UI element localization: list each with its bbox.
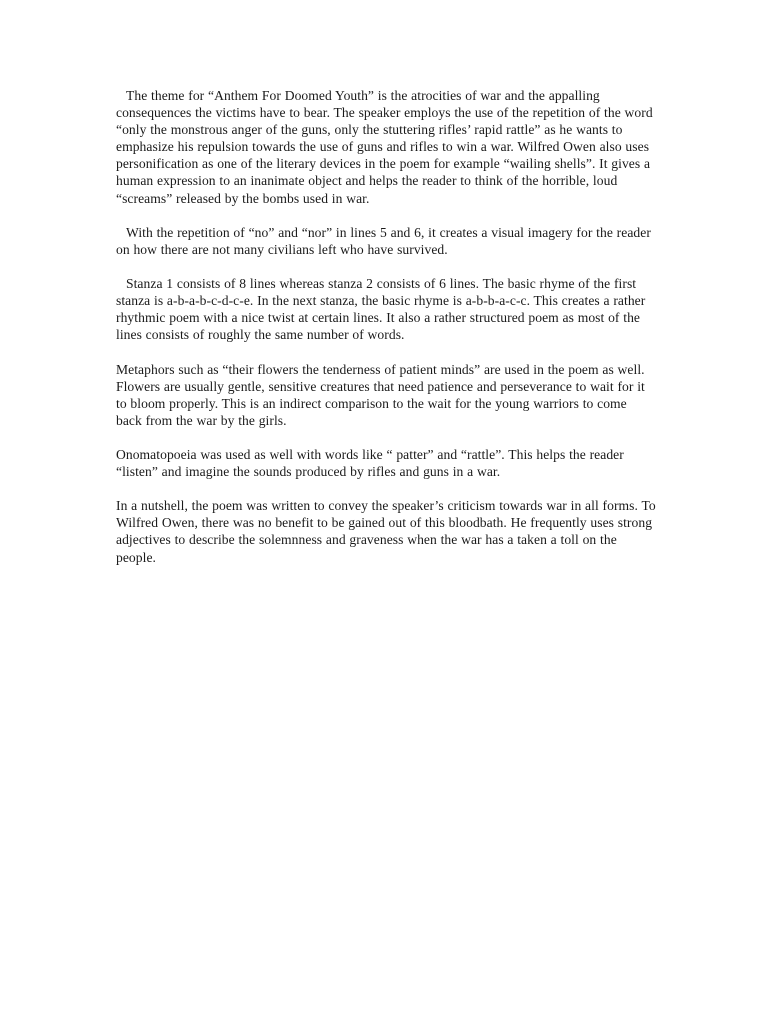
paragraph-theme: The theme for “Anthem For Doomed Youth” is the atrocities of war and the appalling consequences the victims have to bear. The speaker employs the use of the repetition of the word “only the monstrous anger of the guns, only the stuttering rifles’ rapid rattle” as he wants to emphasize his repulsion towards the use of guns and rifles to win a war. Wilfred Owen also uses personification as one of the literary devices in the poem for example “wailing shells”. It gives a human expression to an inanimate object and helps the reader to think of the horrible, loud “screams” released by the bombs used in war. [116,88,653,206]
document-body [116,87,656,583]
paragraph-metaphors: Metaphors such as “their flowers the tenderness of patient minds” are used in the poem as well. Flowers are usually gentle, sensitive creatures that need patience and perseverance to wait for it to bloom properly. This is an indirect comparison to the wait for the young warriors to come back from the war by the girls. [116,361,645,428]
paragraph-onomatopoeia: Onomatopoeia was used as well with words like “ patter” and “rattle”. This helps the reader “listen” and imagine the sounds produced by rifles and guns in a war. [116,446,624,480]
paragraph-conclusion: In a nutshell, the poem was written to convey the speaker’s criticism towards war in all forms. To Wilfred Owen, there was no benefit to be gained out of this bloodbath. He frequently uses strong adjectives to describe the solemnness and graveness when the war has a taken a toll on the people. [116,498,656,565]
paragraph-repetition: With the repetition of “no” and “nor” in lines 5 and 6, it creates a visual imagery for the reader on how there are not many civilians left who have survived. [116,224,651,257]
paragraph-structure: Stanza 1 consists of 8 lines whereas stanza 2 consists of 6 lines. The basic rhyme of the first stanza is a-b-a-b-c-d-c-e. In the next stanza, the basic rhyme is a-b-b-a-c-c. This creates a rather rhythmic poem with a nice twist at certain lines. It also a rather structured poem as most of the lines consists of roughly the same number of words. [116,276,646,343]
